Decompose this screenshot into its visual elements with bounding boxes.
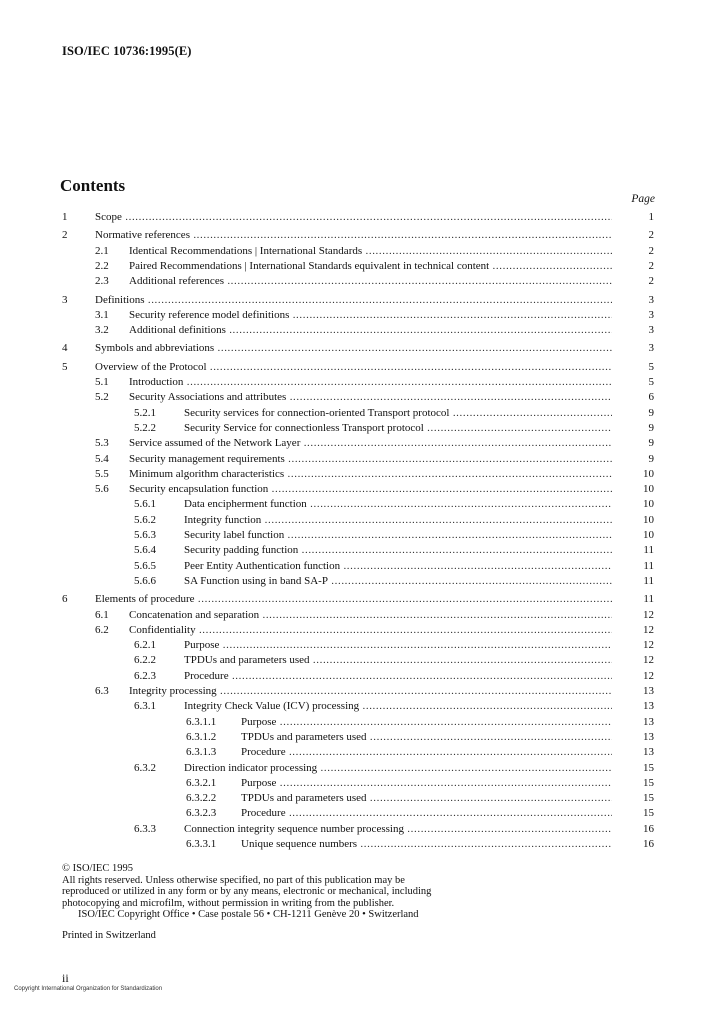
toc-entry-number: 5.4 <box>95 452 109 465</box>
toc-entry-page: 6 <box>648 391 654 404</box>
toc-entry <box>0 323 715 337</box>
toc-entry-page: 13 <box>643 730 654 743</box>
toc-entry-number: 6.3.1.1 <box>186 715 217 728</box>
toc-entry <box>0 308 715 322</box>
toc-entry-title: Introduction ..... <box>129 375 612 389</box>
toc-entry-page: 12 <box>643 654 654 667</box>
toc-entry-number: 6.3.2 <box>134 761 156 774</box>
toc-entry-title: Additional references ..... <box>129 274 612 288</box>
toc-entry <box>0 341 715 355</box>
toc-entry-page: 10 <box>643 483 654 496</box>
toc-entry <box>0 837 715 851</box>
toc-entry <box>0 375 715 389</box>
toc-entry-title: Data encipherment function ..... <box>184 497 612 511</box>
toc-entry-number: 6.2.2 <box>134 654 156 667</box>
toc-entry-title: Procedure ..... <box>241 806 612 820</box>
toc-entry <box>0 406 715 420</box>
copyright-line: All rights reserved. Unless otherwise specified, no part of this publication may be <box>62 874 405 886</box>
toc-entry-number: 6.3.2.2 <box>186 792 217 805</box>
footer-copyright-note: Copyright International Organization for Standardization <box>14 986 163 992</box>
copyright-office-address: ISO/IEC Copyright Office • Case postale 56 • CH-1211 Genève 20 • Switzerland <box>78 909 419 920</box>
toc-entry <box>0 684 715 698</box>
toc-entry-number: 5.5 <box>95 467 109 480</box>
toc-entry-page: 9 <box>648 406 654 419</box>
toc-entry-title: TPDUs and parameters used ..... <box>241 791 612 805</box>
toc-entry-title: Integrity processing ..... <box>129 684 612 698</box>
toc-entry-title: Additional definitions ..... <box>129 323 612 337</box>
toc-entry-number: 6.3.2.3 <box>186 807 217 820</box>
toc-entry <box>0 592 715 606</box>
toc-entry-page: 10 <box>643 467 654 480</box>
toc-entry-title: Security Service for connectionless Transport protocol ..... <box>184 421 612 435</box>
toc-entry <box>0 452 715 466</box>
toc-entry-title: Elements of procedure ..... <box>95 592 612 606</box>
toc-entry <box>0 513 715 527</box>
toc-entry-title: Direction indicator processing ..... <box>184 761 612 775</box>
toc-entry <box>0 543 715 557</box>
toc-entry-page: 2 <box>648 259 654 272</box>
toc-entry-title: Identical Recommendations | International Standards ..... <box>129 244 612 258</box>
toc-entry-number: 6.3.1.2 <box>186 730 217 743</box>
toc-entry-title: Scope ..... <box>95 210 612 224</box>
toc-entry-title: Integrity Check Value (ICV) processing ..... <box>184 699 612 713</box>
toc-entry-number: 2.2 <box>95 259 109 272</box>
toc-entry-page: 9 <box>648 452 654 465</box>
toc-entry-title: Purpose ..... <box>241 776 612 790</box>
toc-entry <box>0 259 715 273</box>
toc-entry-number: 3.1 <box>95 308 109 321</box>
toc-entry <box>0 761 715 775</box>
copyright-line: reproduced or utilized in any form or by any means, electronic or mechanical, including <box>62 886 432 897</box>
toc-entry-title: Security reference model definitions ..... <box>129 308 612 322</box>
toc-entry-page: 11 <box>643 574 654 587</box>
printed-in: Printed in Switzerland <box>62 930 156 941</box>
toc-entry-number: 2.3 <box>95 275 109 288</box>
toc-entry-page: 15 <box>643 776 654 789</box>
toc-entry-number: 6.2.3 <box>134 669 156 682</box>
toc-entry-title: Security label function ..... <box>184 528 612 542</box>
toc-entry-number: 6.3.1.3 <box>186 746 217 759</box>
toc-entry <box>0 791 715 805</box>
toc-entry <box>0 210 715 224</box>
toc-entry <box>0 608 715 622</box>
toc-entry <box>0 730 715 744</box>
toc-entry-page: 5 <box>648 376 654 388</box>
toc-entry-page: 2 <box>648 244 654 257</box>
toc-entry-title: SA Function using in band SA-P ..... <box>184 574 612 588</box>
toc-entry-number: 5.6.5 <box>134 559 156 572</box>
toc-entry-number: 5.6.4 <box>134 544 156 557</box>
toc-entry-page: 3 <box>648 293 654 306</box>
toc-entry-page: 2 <box>648 275 654 288</box>
toc-entry-page: 10 <box>643 498 654 511</box>
toc-entry-title: Minimum algorithm characteristics ..... <box>129 467 612 481</box>
toc-entry-number: 3.2 <box>95 324 109 337</box>
toc-entry <box>0 574 715 588</box>
toc-entry-number: 6.3.3.1 <box>186 838 217 850</box>
toc-entry-number: 2 <box>62 229 68 242</box>
toc-entry-number: 5 <box>62 360 68 373</box>
toc-entry-page: 1 <box>648 211 654 223</box>
toc-entry <box>0 467 715 481</box>
toc-entry-page: 11 <box>643 544 654 557</box>
toc-entry-number: 5.2.2 <box>134 421 156 434</box>
toc-entry-title: Security management requirements ..... <box>129 452 612 466</box>
toc-entry-title: Overview of the Protocol ..... <box>95 360 612 374</box>
toc-entry-page: 11 <box>643 593 654 606</box>
toc-entry-number: 5.1 <box>95 376 109 388</box>
toc-entry <box>0 421 715 435</box>
toc-entry <box>0 274 715 288</box>
toc-entry-number: 5.2.1 <box>134 406 156 419</box>
toc-entry-number: 5.6.1 <box>134 498 156 511</box>
toc-entry <box>0 360 715 374</box>
toc-entry-number: 5.6.3 <box>134 529 156 541</box>
toc-entry <box>0 776 715 790</box>
toc-entry <box>0 436 715 450</box>
toc-entry <box>0 528 715 542</box>
toc-entry-page: 3 <box>648 308 654 321</box>
toc-entry-title: Unique sequence numbers ..... <box>241 837 612 851</box>
document-id: ISO/IEC 10736:1995(E) <box>62 44 192 58</box>
contents-title: Contents <box>60 176 126 195</box>
toc-entry-page: 3 <box>648 324 654 337</box>
toc-entry-number: 6.3.2.1 <box>186 776 217 789</box>
toc-entry-number: 4 <box>62 342 68 355</box>
toc-entry-title: Peer Entity Authentication function ..... <box>184 559 612 573</box>
toc-entry-number: 5.6 <box>95 483 109 496</box>
toc-entry <box>0 745 715 759</box>
toc-entry <box>0 653 715 667</box>
toc-entry-title: Definitions ..... <box>95 293 612 307</box>
toc-entry <box>0 559 715 573</box>
toc-entry <box>0 699 715 713</box>
toc-entry-title: Integrity function ..... <box>184 513 612 527</box>
toc-entry-number: 6.1 <box>95 608 109 621</box>
toc-entry-page: 2 <box>648 229 654 242</box>
copyright-notice <box>62 863 431 909</box>
toc-entry-title: Concatenation and separation ..... <box>129 608 612 622</box>
toc-entry-title: Security encapsulation function ..... <box>129 482 612 496</box>
toc-entry-page: 13 <box>643 685 654 697</box>
toc-entry-number: 5.6.2 <box>134 513 156 526</box>
toc-entry-number: 6.2 <box>95 623 109 636</box>
toc-entry <box>0 623 715 637</box>
toc-entry-page: 12 <box>643 608 654 621</box>
toc-entry-page: 9 <box>648 437 654 450</box>
toc-entry-page: 12 <box>643 639 654 652</box>
toc-entry-title: Connection integrity sequence number processing ..... <box>184 822 612 836</box>
toc-entry-page: 15 <box>643 807 654 820</box>
toc-entry <box>0 228 715 242</box>
toc-entry-title: Procedure ..... <box>241 745 612 759</box>
toc-entry-title: Symbols and abbreviations ..... <box>95 341 612 355</box>
toc-entry-page: 5 <box>648 360 654 373</box>
toc-entry-page: 3 <box>648 342 654 355</box>
toc-entry-page: 15 <box>643 792 654 805</box>
copyright-line: photocopying and microfilm, without permission in writing from the publisher. <box>62 897 395 909</box>
toc-entry <box>0 482 715 496</box>
toc-entry-title: TPDUs and parameters used ..... <box>241 730 612 744</box>
page-column-label: Page <box>631 193 655 205</box>
page-folio: ii <box>62 971 69 985</box>
toc-entry <box>0 638 715 652</box>
toc-entry-page: 12 <box>643 669 654 682</box>
toc-entry-number: 6.3.1 <box>134 700 156 713</box>
toc-entry-number: 6 <box>62 593 68 606</box>
toc-entry-title: Paired Recommendations | International Standards equivalent in technical content ..... <box>129 259 612 273</box>
toc-entry-number: 5.6.6 <box>134 574 156 587</box>
toc-entry-page: 12 <box>643 623 654 636</box>
toc-entry-number: 2.1 <box>95 244 109 257</box>
toc-entry-number: 6.3.3 <box>134 822 156 835</box>
toc-entry-page: 10 <box>643 529 654 541</box>
toc-entry-number: 6.2.1 <box>134 639 156 652</box>
toc-entry <box>0 822 715 836</box>
toc-entry-page: 13 <box>643 746 654 759</box>
toc-entry <box>0 390 715 404</box>
toc-entry-number: 3 <box>62 293 68 306</box>
toc-entry-page: 10 <box>643 513 654 526</box>
toc-entry <box>0 244 715 258</box>
toc-entry-page: 16 <box>643 838 654 850</box>
toc-entry-title: Purpose ..... <box>184 638 612 652</box>
toc-entry-page: 9 <box>648 421 654 434</box>
toc-entry-title: Procedure ..... <box>184 669 612 683</box>
toc-entry-title: Normative references ..... <box>95 228 612 242</box>
toc-entry <box>0 715 715 729</box>
toc-entry-number: 5.3 <box>95 437 109 450</box>
toc-entry-page: 11 <box>643 559 654 572</box>
toc-entry-page: 16 <box>643 822 654 835</box>
toc-entry <box>0 806 715 820</box>
toc-entry-page: 15 <box>643 761 654 774</box>
copyright-line: © ISO/IEC 1995 <box>62 863 133 874</box>
toc-entry <box>0 293 715 307</box>
toc-entry-page: 13 <box>643 715 654 728</box>
toc-entry-number: 1 <box>62 211 68 223</box>
toc-entry <box>0 497 715 511</box>
toc-entry-title: Purpose ..... <box>241 715 612 729</box>
toc-entry-title: Confidentiality ..... <box>129 623 612 637</box>
toc-entry-title: Security services for connection-oriented Transport protocol ..... <box>184 406 612 420</box>
toc-entry-title: Service assumed of the Network Layer ..... <box>129 436 612 450</box>
toc-entry-number: 6.3 <box>95 685 109 697</box>
toc-entry-number: 5.2 <box>95 391 109 404</box>
toc-entry-title: Security Associations and attributes ..... <box>129 390 612 404</box>
toc-entry-page: 13 <box>643 700 654 713</box>
toc-entry-title: Security padding function ..... <box>184 543 612 557</box>
toc-entry-title: TPDUs and parameters used ..... <box>184 653 612 667</box>
toc-entry <box>0 669 715 683</box>
